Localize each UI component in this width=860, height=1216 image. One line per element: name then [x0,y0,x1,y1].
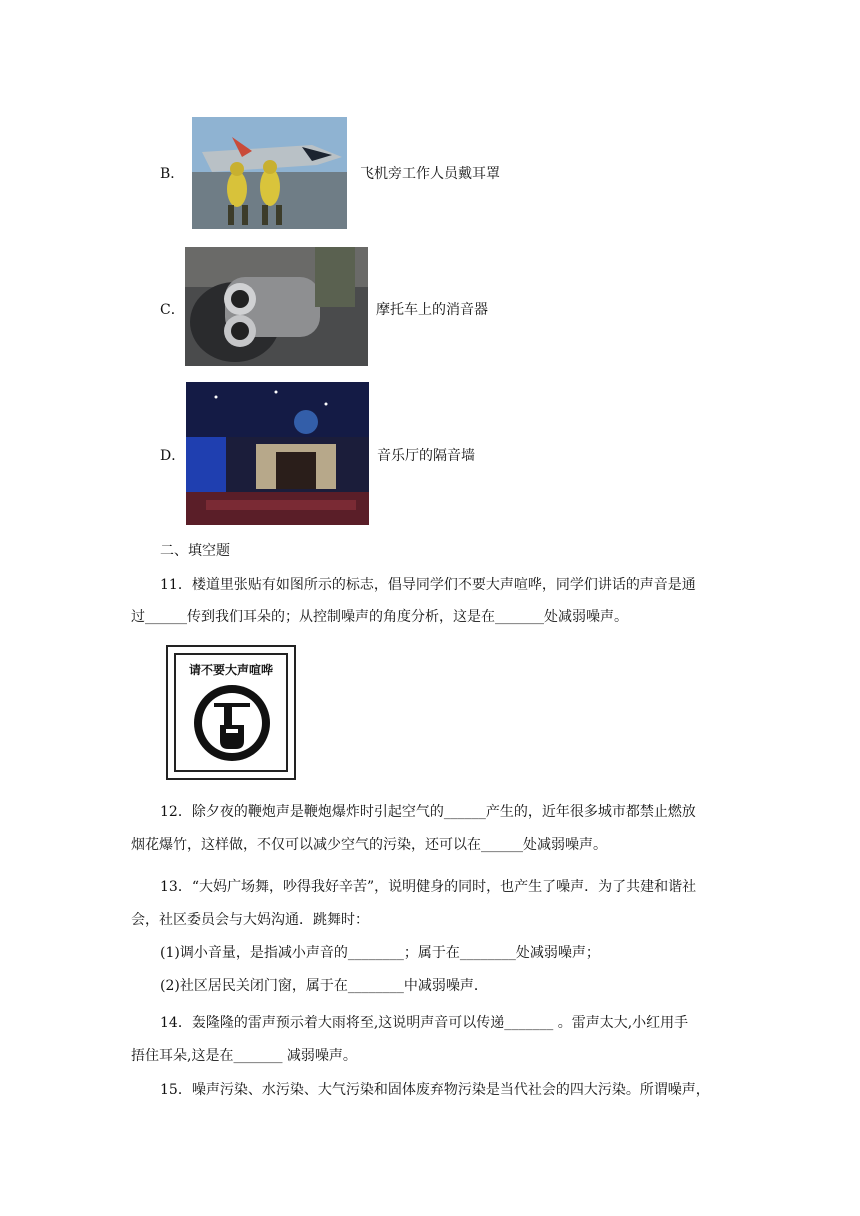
option-b-letter: B． [160,166,185,182]
q14-line2: 捂住耳朵,这是在_______ 减弱噪声。 [131,1048,357,1064]
music-hall-wall-photo [186,382,369,525]
motorcycle-muffler-photo [185,247,368,366]
q13-line1: 13．“大妈广场舞，吵得我好辛苦”，说明健身的同时，也产生了噪声．为了共建和谐社 [160,879,697,895]
q13-line2: 会，社区委员会与大妈沟通．跳舞时： [131,912,369,928]
option-d-text: 音乐厅的隔音墙 [377,448,475,464]
sign-text: 请不要大声喧哗 [188,663,273,677]
option-b-text: 飞机旁工作人员戴耳罩 [360,166,500,182]
q11-line1: 11．楼道里张贴有如图所示的标志，倡导同学们不要大声喧哗，同学们讲话的声音是通 [160,577,696,593]
option-c-letter: C． [160,302,185,318]
q14-line1: 14．轰隆隆的雷声预示着大雨将至,这说明声音可以传递_______ 。雷声太大,小红用手 [160,1015,689,1031]
finger-on-lips-icon [192,683,272,763]
q13-line4: (2)社区居民关闭门窗，属于在________中减弱噪声． [160,978,488,994]
option-d-letter: D． [160,448,186,464]
q13-line3: (1)调小音量，是指减小声音的________；属于在________处减弱噪声； [160,945,600,961]
q11-line2: 过______传到我们耳朵的；从控制噪声的角度分析，这是在_______处减弱噪声。 [131,609,628,625]
q12-line1: 12．除夕夜的鞭炮声是鞭炮爆炸时引起空气的______产生的，近年很多城市都禁止燃放 [160,804,696,820]
q12-line2: 烟花爆竹，这样做，不仅可以减少空气的污染，还可以在______处减弱噪声。 [131,837,607,853]
q15-line1: 15．噪声污染、水污染、大气污染和固体废弃物污染是当代社会的四大污染。所谓噪声， [160,1082,710,1098]
jet-crew-earmuffs-photo [192,117,347,229]
quiet-sign-image [166,645,296,780]
section-title: 二、填空题 [160,543,230,559]
option-c-text: 摩托车上的消音器 [376,302,488,318]
